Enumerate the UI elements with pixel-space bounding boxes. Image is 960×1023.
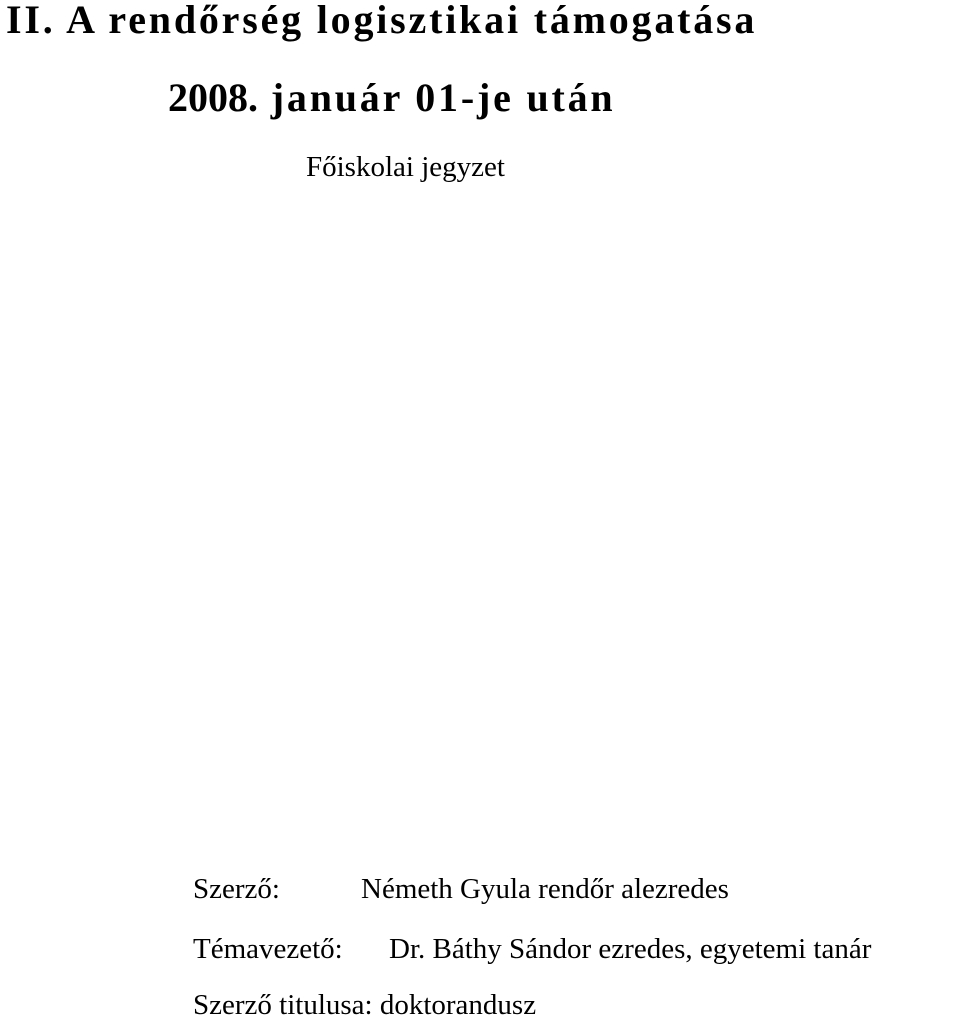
author-title-row bbox=[193, 988, 536, 1023]
author-title-value: doktorandusz bbox=[379, 989, 537, 1021]
document-title-year: 2008. bbox=[168, 75, 258, 120]
author-row bbox=[193, 872, 729, 907]
author-value: Németh Gyula rendőr alezredes bbox=[361, 873, 729, 905]
author-label: Szerző: bbox=[193, 873, 280, 905]
supervisor-row bbox=[193, 932, 871, 967]
document-subtitle: Főiskolai jegyzet bbox=[306, 151, 505, 183]
document-title-line-2 bbox=[168, 74, 615, 122]
author-title-label: Szerző titulusa: bbox=[193, 989, 373, 1021]
document-title-line-1: II. A rendőrség logisztikai támogatása bbox=[6, 0, 758, 42]
document-title-date-rest: január 01-je után bbox=[258, 75, 616, 120]
supervisor-value: Dr. Báthy Sándor ezredes, egyetemi tanár bbox=[389, 933, 872, 965]
supervisor-label: Témavezető: bbox=[193, 933, 343, 965]
